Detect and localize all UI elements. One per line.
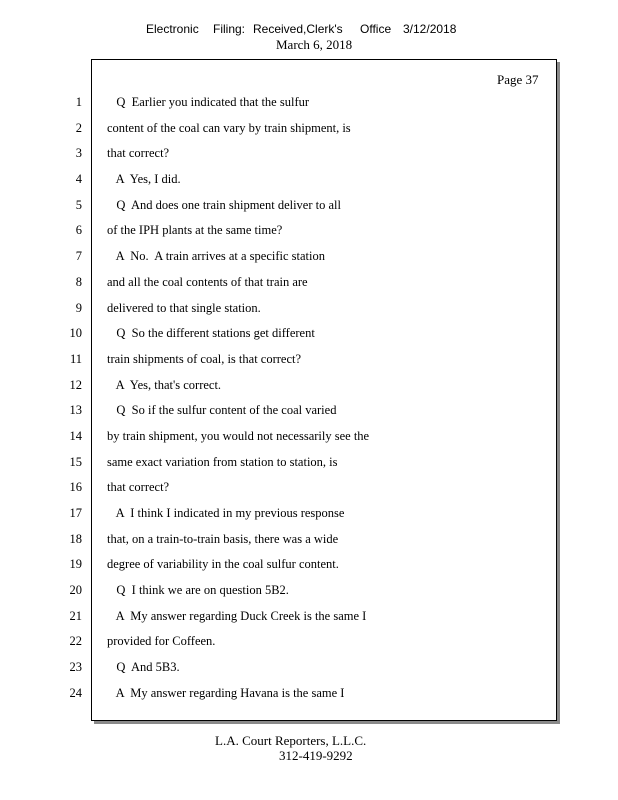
transcript-line: Q So the different stations get different [107, 326, 315, 341]
line-number-column [50, 94, 82, 711]
line-number: 1 [75, 95, 82, 109]
filing-stamp-header [0, 22, 618, 36]
transcript-text [107, 94, 547, 711]
transcript-line: same exact variation from station to station, is [107, 454, 338, 469]
footer-company: L.A. Court Reporters, L.L.C. [215, 733, 367, 748]
transcript-line: by train shipment, you would not necessarily see the [107, 428, 370, 443]
transcript-line: A No. A train arrives at a specific station [107, 249, 326, 264]
page-number: Page 37 [497, 72, 539, 87]
transcript-line: A Yes, I did. [107, 172, 181, 187]
transcript-date: March 6, 2018 [276, 37, 353, 52]
transcript-line: A My answer regarding Duck Creek is the same I [107, 608, 367, 623]
filing-date: 3/12/2018 [403, 22, 457, 36]
transcript-line: that, on a train-to-train basis, there was a wide [107, 531, 339, 546]
line-number: 3 [75, 146, 82, 161]
transcript-line: and all the coal contents of that train are [107, 274, 308, 289]
line-number: 18 [69, 531, 82, 546]
transcript-line: Q And does one train shipment deliver to all [107, 197, 341, 212]
line-number: 21 [69, 608, 82, 623]
footer-phone: 312-419-9292 [279, 748, 353, 763]
transcript-line: provided for Coffeen. [107, 634, 216, 649]
transcript-line: Q I think we are on question 5B2. [107, 583, 289, 598]
transcript-line: A Yes, that's correct. [107, 377, 222, 392]
line-number: 24 [69, 685, 82, 700]
transcript-line: that correct? [107, 480, 170, 495]
line-number: 20 [69, 583, 82, 598]
transcript-line: degree of variability in the coal sulfur content. [107, 557, 339, 572]
line-number: 22 [69, 634, 82, 649]
transcript-line: A My answer regarding Havana is the same I [107, 685, 345, 700]
line-number: 13 [69, 403, 82, 418]
line-number: 7 [75, 249, 82, 264]
line-number: 9 [75, 300, 82, 315]
filing-filing: Filing: [213, 22, 246, 36]
line-number: 23 [69, 660, 82, 675]
transcript-line: A I think I indicated in my previous response [107, 506, 345, 520]
line-number: 10 [69, 326, 82, 341]
line-number: 19 [69, 557, 82, 572]
transcript-line: of the IPH plants at the same time? [107, 223, 283, 238]
line-number: 17 [69, 506, 82, 520]
transcript-line: delivered to that single station. [107, 300, 261, 315]
transcript-line: train shipments of coal, is that correct? [107, 351, 302, 366]
line-number: 4 [75, 172, 82, 187]
filing-received: Received,Clerk's [253, 22, 343, 36]
transcript-line: content of the coal can vary by train shipment, is [107, 120, 351, 135]
transcript-line: Q And 5B3. [107, 660, 180, 675]
line-number: 12 [69, 377, 82, 392]
line-number: 6 [75, 223, 82, 238]
line-number: 5 [75, 197, 82, 212]
line-number: 16 [69, 480, 82, 495]
line-number: 8 [75, 274, 82, 289]
line-number: 11 [69, 351, 82, 366]
line-number: 15 [69, 454, 82, 469]
transcript-line: Q Earlier you indicated that the sulfur [107, 95, 310, 109]
filing-office: Office [360, 22, 392, 36]
transcript-line: Q So if the sulfur content of the coal varied [107, 403, 337, 418]
line-number: 14 [69, 428, 82, 443]
transcript-line: that correct? [107, 146, 170, 161]
filing-electronic: Electronic [146, 22, 199, 36]
line-number: 2 [75, 120, 82, 135]
